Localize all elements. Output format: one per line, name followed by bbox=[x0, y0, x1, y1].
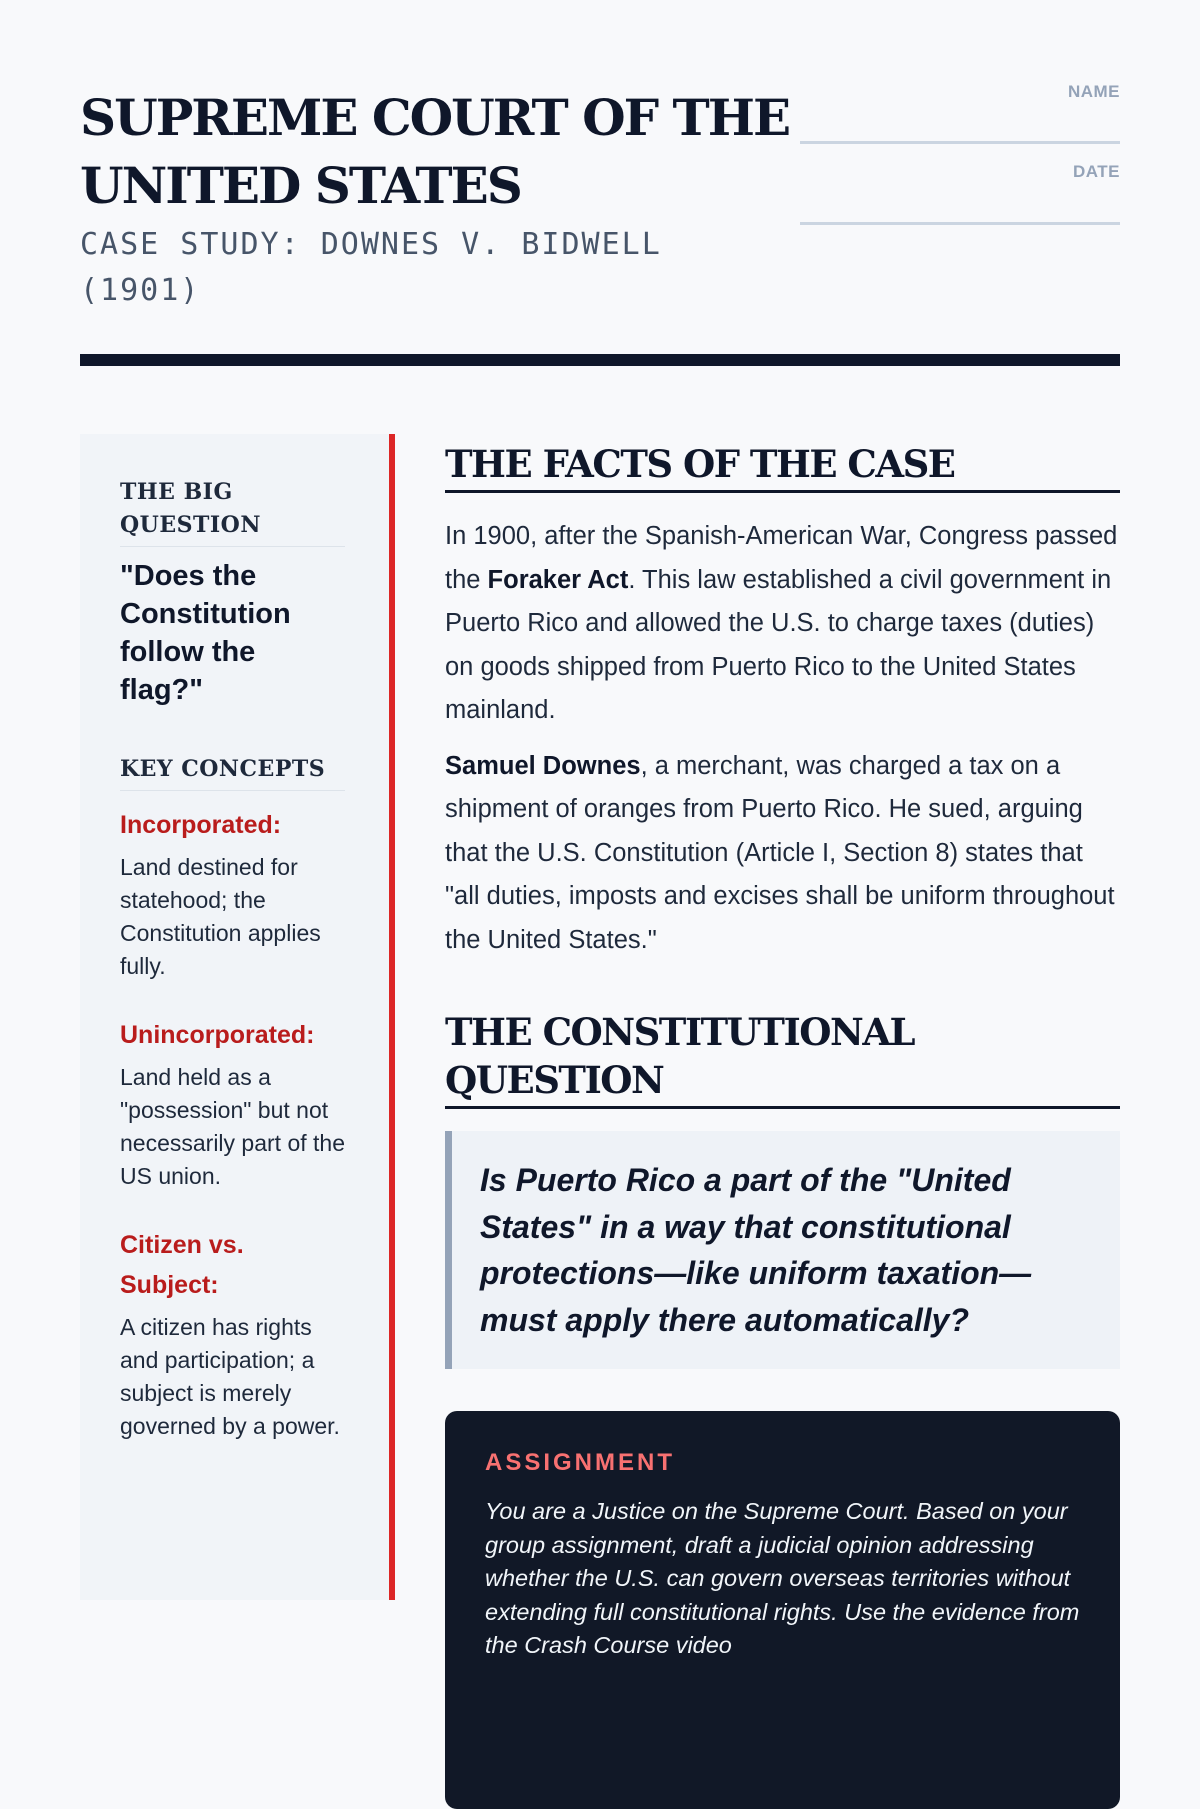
facts-p1-text: . This law established a civil government in Puerto Rico and allowed the U.S. to charge taxes (duties) on goods shipped from Puerto Rico to the United States mainland. bbox=[445, 565, 1112, 724]
facts-heading: THE FACTS OF THE CASE bbox=[445, 440, 1120, 493]
concept-item bbox=[120, 1225, 345, 1443]
concept-definition: Land held as a "possession" but not necessarily part of the US union. bbox=[120, 1064, 346, 1189]
facts-paragraph-1 bbox=[445, 515, 1120, 733]
concept-term: Unincorporated: bbox=[120, 1021, 315, 1049]
constitutional-question-heading: THE CONSTITUTIONAL QUESTION bbox=[445, 1008, 1120, 1109]
concept-term: Citizen vs. Subject: bbox=[120, 1231, 244, 1299]
question-callout bbox=[445, 1131, 1120, 1369]
name-label: NAME bbox=[1067, 82, 1120, 101]
big-question-heading: THE BIG QUESTION bbox=[120, 476, 345, 547]
concept-item bbox=[120, 805, 345, 983]
page-title: SUPREME COURT OF THE UNITED STATES bbox=[80, 88, 790, 215]
name-field-line[interactable] bbox=[800, 141, 1120, 144]
concept-definition: Land destined for statehood; the Constitution applies fully. bbox=[120, 854, 321, 979]
sidebar bbox=[80, 434, 395, 1600]
assignment-text: You are a Justice on the Supreme Court. Based on your group assignment, draft a judicial opinion addressing whether the U.S. can govern overseas territories without extending full constitutional rights. Use the evidence from the Crash Course video bbox=[485, 1498, 1080, 1658]
facts-paragraph-2 bbox=[445, 745, 1120, 963]
concept-definition: A citizen has rights and participation; a subject is merely governed by a power. bbox=[120, 1314, 340, 1439]
main-column bbox=[445, 440, 1120, 1809]
date-label: DATE bbox=[1072, 162, 1120, 181]
key-concepts-heading: KEY CONCEPTS bbox=[120, 753, 345, 791]
facts-p1-text: In 1900, after the Spanish-American War, Congress passed the bbox=[445, 522, 1118, 594]
assignment-box bbox=[445, 1411, 1120, 1809]
date-field-line[interactable] bbox=[800, 222, 1120, 225]
question-text: Is Puerto Rico a part of the "United States" in a way that constitutional protections—like uniform taxation—must apply there automatically? bbox=[480, 1162, 1032, 1338]
concept-term: Incorporated: bbox=[120, 811, 282, 839]
concept-item bbox=[120, 1015, 345, 1193]
facts-p2-text: , a merchant, was charged a tax on a shipment of oranges from Puerto Rico. He sued, arguing that the U.S. Constitution (Article I, Section 8) states that "all duties, imposts and excises shall be uniform throughout the United States." bbox=[445, 751, 1115, 954]
header-divider bbox=[80, 354, 1120, 366]
sidebar-content bbox=[120, 476, 345, 1475]
big-question-text: "Does the Constitution follow the flag?" bbox=[120, 560, 291, 706]
foraker-act-term: Foraker Act bbox=[487, 565, 629, 594]
case-subtitle: CASE STUDY: DOWNES V. BIDWELL (1901) bbox=[80, 227, 662, 308]
samuel-downes-term: Samuel Downes bbox=[445, 751, 641, 780]
assignment-label: ASSIGNMENT bbox=[485, 1449, 676, 1476]
